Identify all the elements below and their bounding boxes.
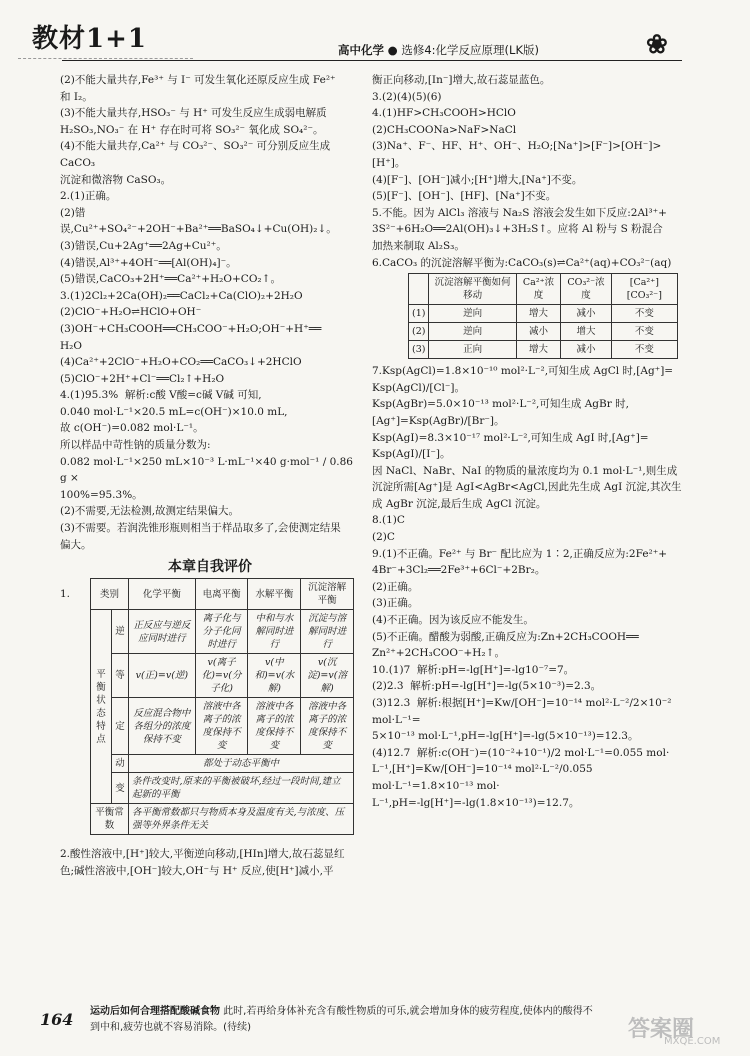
answer-line: 沉淀所需[Ag⁺]是 AgI<AgBr<AgCl,因此先生成 AgI 沉淀,其次生 (372, 481, 682, 494)
answer-line: (2)2.3 解析:pH=-lg[H⁺]=-lg(5×10⁻³)=2.3。 (372, 680, 602, 693)
answer-line: [H⁺]。 (372, 156, 406, 169)
question-label: 1. (60, 587, 71, 600)
answer-line: 4.(1)95.3% 解析:c酸 V酸=c碱 V碱 可知, (60, 389, 262, 402)
table-cell: 逆向 (429, 305, 516, 323)
table-cell: 定 (112, 698, 129, 755)
table-cell: 溶液中各离子的浓度保持不变 (248, 698, 301, 755)
answer-line: (2)不需要,无法检测,故测定结果偏大。 (60, 505, 240, 518)
answer-line: (4)不正确。因为该反应不能发生。 (372, 614, 534, 627)
answer-line: Ksp(AgI)=8.3×10⁻¹⁷ mol²·L⁻²,可知生成 AgI 时,[Ag⁺]= (372, 431, 649, 444)
answer-line: H₂SO₃,NO₃⁻ 在 H⁺ 存在时可将 SO₃²⁻ 氧化成 SO₄²⁻。 (60, 123, 324, 136)
equilibrium-comparison-table (90, 578, 354, 835)
table-header-row (409, 274, 678, 305)
table-row (91, 698, 354, 755)
table-row (409, 323, 678, 341)
subject-label: 高中化学 (338, 43, 384, 57)
table-cell: 变 (112, 773, 129, 804)
table-cell: 不变 (611, 305, 677, 323)
answer-line: (3)12.3 解析:根据[H⁺]=Kw/[OH⁻]=10⁻¹⁴ mol²·L⁻²/2×10⁻² mol·L⁻¹= (372, 697, 675, 726)
table-header-row (91, 579, 354, 610)
header-subject (338, 42, 539, 58)
answer-line: 5.不能。因为 AlCl₃ 溶液与 Na₂S 溶液会发生如下反应:2Al³⁺+ (372, 206, 667, 219)
answer-line: 0.040 mol·L⁻¹×20.5 mL=c(OH⁻)×10.0 mL, (60, 405, 288, 418)
table-cell: 动 (112, 755, 129, 773)
answer-line: 0.082 mol·L⁻¹×250 mL×10⁻³ L·mL⁻¹×40 g·mol⁻¹ / 0.86 g × (60, 455, 357, 485)
answer-line: 4Br⁻+3Cl₂══2Fe³⁺+6Cl⁻+2Br₂。 (372, 564, 546, 577)
answer-line: 5×10⁻¹³ mol·L⁻¹,pH=-lg[H⁺]=-lg(5×10⁻¹³)=12.3。 (372, 730, 639, 743)
answer-line: 10.(1)7 解析:pH=-lg[H⁺]=-lg10⁻⁷=7。 (372, 663, 575, 676)
answer-line: Zn²⁺+2CH₃COO⁻+H₂↑。 (372, 647, 505, 660)
answer-line: 沉淀和微溶物 CaSO₃。 (60, 173, 172, 186)
table-cell: (3) (409, 341, 429, 359)
answer-line: 3S²⁻+6H₂O══2Al(OH)₃↓+3H₂S↑。应将 Al 粉与 S 粉混合 (372, 223, 663, 236)
table-header-cell: 沉淀溶解平衡 (301, 579, 354, 610)
brand-logo: 教材1+1 (32, 24, 147, 54)
answer-line: 9.(1)不正确。Fe²⁺ 与 Br⁻ 配比应为 1∶2,正确反应为:2Fe²⁺+ (372, 547, 668, 560)
table-cell: 逆向 (429, 323, 516, 341)
edition-label: 选修4:化学反应原理(LK版) (401, 43, 539, 57)
answer-line: [Ag⁺]=Ksp(AgBr)/[Br⁻]。 (372, 414, 505, 427)
tip-title: 运动后如何合理搭配酸碱食物 (90, 1006, 220, 1017)
answer-line: (2)错误,Cu²⁺+SO₄²⁻+2OH⁻+Ba²⁺══BaSO₄↓+Cu(OH)₂↓。 (60, 206, 337, 236)
answer-line: 8.(1)C (372, 514, 405, 527)
table-cell: v(离子化)=v(分子化) (195, 654, 248, 698)
answer-line: (4)Ca²⁺+2ClO⁻+H₂O+CO₂══CaCO₃↓+2HClO (60, 356, 302, 369)
table-cell: 不变 (611, 341, 677, 359)
answer-line: 2.(1)正确。 (60, 190, 117, 203)
answer-line: 6.CaCO₃ 的沉淀溶解平衡为:CaCO₃(s)⇌Ca²⁺(aq)+CO₃²⁻(aq) (372, 256, 672, 269)
answer-line: 偏大。 (60, 538, 92, 551)
page-number: 164 (40, 1010, 74, 1029)
answer-line: (3)不能大量共存,HSO₃⁻ 与 H⁺ 可发生反应生成弱电解质 (60, 107, 327, 120)
table-cell: 增大 (561, 323, 611, 341)
answer-line: Ksp(AgBr)=5.0×10⁻¹³ mol²·L⁻²,可知生成 AgBr 时, (372, 398, 629, 411)
answer-line: 3.(1)2Cl₂+2Ca(OH)₂══CaCl₂+Ca(ClO)₂+2H₂O (60, 289, 303, 302)
question-2-block (60, 846, 360, 879)
table-cell: (2) (409, 323, 429, 341)
answer-line: (3)错误,Cu+2Ag⁺══2Ag+Cu²⁺。 (60, 239, 227, 252)
table-header-cell: CO₃²⁻浓度 (561, 274, 611, 305)
answer-line: 色;碱性溶液中,[OH⁻]较大,OH⁻与 H⁺ 反应,使[H⁺]减小,平 (60, 864, 334, 877)
table-row (91, 610, 354, 654)
table-header-cell: 化学平衡 (129, 579, 196, 610)
answer-line: (5)ClO⁻+2H⁺+Cl⁻══Cl₂↑+H₂O (60, 372, 225, 385)
answer-line: (4)不能大量共存,Ca²⁺ 与 CO₃²⁻、SO₃²⁻ 可分别反应生成 CaCO₃ (60, 140, 334, 169)
table-header-cell: 沉淀溶解平衡如何移动 (429, 274, 516, 305)
answer-line: 故 c(OH⁻)=0.082 mol·L⁻¹。 (60, 422, 204, 435)
table-header-cell: 水解平衡 (248, 579, 301, 610)
table-row (409, 341, 678, 359)
corner-emblem-icon: ❀ (646, 30, 668, 60)
answer-line: (2)不能大量共存,Fe³⁺ 与 I⁻ 可发生氧化还原反应生成 Fe²⁺ (60, 74, 336, 86)
table-cell: 正向 (429, 341, 516, 359)
table-cell: 中和与水解同时进行 (248, 610, 301, 654)
table-cell: v(中和)=v(水解) (248, 654, 301, 698)
table-cell: v(正)=v(逆) (129, 654, 196, 698)
table-cell: 溶液中各离子的浓度保持不变 (195, 698, 248, 755)
answer-line: 和 I₂。 (60, 90, 93, 103)
table-row (409, 305, 678, 323)
answer-line: L⁻¹,[H⁺]=Kw/[OH⁻]=10⁻¹⁴ mol²·L⁻²/0.055 mol·L⁻¹=1.8×10⁻¹³ mol· (372, 763, 596, 792)
table-cell: 平衡常数 (91, 804, 129, 835)
table-header-cell: 类别 (91, 579, 129, 610)
table-header-cell: 电离平衡 (195, 579, 248, 610)
table-cell: 离子化与分子化同时进行 (195, 610, 248, 654)
answer-line: (4)错误,Al³⁺+4OH⁻══[Al(OH)₄]⁻。 (60, 256, 237, 269)
table-header-cell: Ca²⁺浓度 (516, 274, 561, 305)
answer-line: 成 AgBr 沉淀,最后生成 AgCl 沉淀。 (372, 497, 547, 510)
answer-line: (2)ClO⁻+H₂O⇌HClO+OH⁻ (60, 306, 202, 319)
table-header-cell (409, 274, 429, 305)
tip-body-cont: 到中和,疲劳也就不容易消除。(待续) (90, 1022, 251, 1033)
answer-line: 4.(1)HF>CH₃COOH>HClO (372, 107, 516, 120)
answer-line: H₂O (60, 339, 82, 352)
table-cell: 条件改变时,原来的平衡被破坏,经过一段时间,建立起新的平衡 (129, 773, 354, 804)
answer-line: (3)OH⁻+CH₃COOH══CH₃COO⁻+H₂O;OH⁻+H⁺══ (60, 322, 322, 335)
table-cell: 反应混合物中各组分的浓度保持不变 (129, 698, 196, 755)
left-column (60, 72, 360, 602)
answer-line: 7.Ksp(AgCl)=1.8×10⁻¹⁰ mol²·L⁻²,可知生成 AgCl 时,[Ag⁺]= (372, 365, 674, 378)
tip-body: 此时,若再给身体补充含有酸性物质的可乐,就会增加身体的疲劳程度,使体内的酸得不 (223, 1006, 593, 1017)
table-row (91, 755, 354, 773)
answer-line: (3)正确。 (372, 597, 419, 610)
table-cell: (1) (409, 305, 429, 323)
answer-line: 因 NaCl、NaBr、NaI 的物质的量浓度均为 0.1 mol·L⁻¹,则生成 (372, 464, 678, 477)
answer-line: 2.酸性溶液中,[H⁺]较大,平衡逆向移动,[HIn]增大,故石蕊显红 (60, 848, 345, 860)
table-row (91, 804, 354, 835)
answer-line: L⁻¹,pH=-lg[H⁺]=-lg(1.8×10⁻¹³)=12.7。 (372, 796, 580, 809)
answer-line: 加热来制取 Al₂S₃。 (372, 239, 465, 252)
answer-line: (3)不需要。若润洗锥形瓶则相当于样品取多了,会使测定结果 (60, 522, 341, 535)
table-header-cell: [Ca²⁺][CO₃²⁻] (611, 274, 677, 305)
answer-line: 100%=95.3%。 (60, 488, 143, 501)
header-divider (62, 60, 682, 61)
table-cell: 增大 (516, 305, 561, 323)
table-cell: 各平衡常数都只与物质本身及温度有关,与浓度、压强等外界条件无关 (129, 804, 354, 835)
answer-line: (5)不正确。醋酸为弱酸,正确反应为:Zn+2CH₃COOH══ (372, 630, 639, 643)
table-row (91, 654, 354, 698)
answer-line: (2)正确。 (372, 580, 419, 593)
answer-line: Ksp(AgI)/[I⁻]。 (372, 448, 451, 461)
answer-line: 所以样品中苛性钠的质量分数为: (60, 439, 211, 452)
answer-line: (4)12.7 解析:c(OH⁻)=(10⁻²+10⁻¹)/2 mol·L⁻¹=0.055 mol· (372, 746, 670, 759)
page-header (0, 0, 750, 68)
watermark-logo: 答案圈 (628, 1017, 695, 1042)
watermark-url: MXQE.COM (664, 1036, 721, 1047)
answer-line: 衡正向移动,[In⁻]增大,故石蕊显蓝色。 (372, 74, 551, 86)
answer-line: 3.(2)(4)(5)(6) (372, 90, 442, 103)
answer-line: (5)[F⁻]、[OH⁻]、[HF]、[Na⁺]不变。 (372, 190, 557, 203)
table-cell: 增大 (516, 341, 561, 359)
table-cell: 沉淀与溶解同时进行 (301, 610, 354, 654)
right-column (372, 72, 692, 811)
answer-line: Ksp(AgCl)/[Cl⁻]。 (372, 381, 466, 394)
table-cell: 溶液中各离子的浓度保持不变 (301, 698, 354, 755)
table-cell: 减小 (561, 305, 611, 323)
bullet-icon: ● (387, 43, 402, 57)
answer-line: (4)[F⁻]、[OH⁻]减小;[H⁺]增大,[Na⁺]不变。 (372, 173, 583, 186)
answer-line: (5)错误,CaCO₃+2H⁺══Ca²⁺+H₂O+CO₂↑。 (60, 273, 281, 286)
answer-line: (2)C (372, 531, 395, 544)
answer-line: (2)CH₃COONa>NaF>NaCl (372, 123, 517, 136)
table-cell: 等 (112, 654, 129, 698)
table-cell: 都处于动态平衡中 (129, 755, 354, 773)
table-cell: 减小 (516, 323, 561, 341)
table-cell: 正反应与逆反应同时进行 (129, 610, 196, 654)
table-cell: 不变 (611, 323, 677, 341)
footer-tip (90, 1004, 650, 1036)
table-row (91, 773, 354, 804)
table-cell: v(沉淀)=v(溶解) (301, 654, 354, 698)
table-cell: 逆 (112, 610, 129, 654)
table-cell: 平衡状态特点 (91, 610, 112, 804)
precipitation-equilibrium-table (408, 273, 678, 359)
answer-line: (3)Na⁺、F⁻、HF、H⁺、OH⁻、H₂O;[Na⁺]>[F⁻]>[OH⁻]> (372, 140, 662, 153)
table-cell: 减小 (561, 341, 611, 359)
section-title: 本章自我评价 (168, 559, 252, 576)
